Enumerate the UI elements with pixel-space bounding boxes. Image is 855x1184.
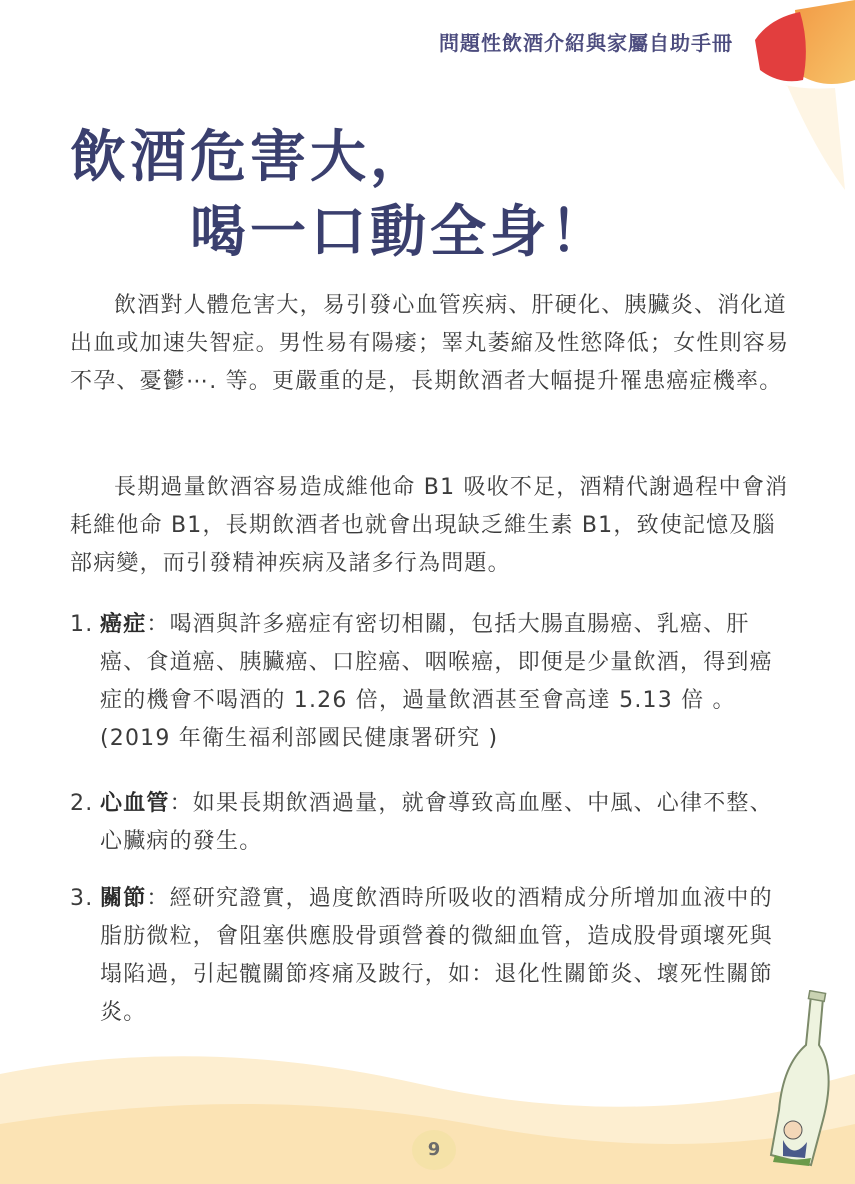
page-number: 9 bbox=[412, 1130, 456, 1170]
paragraph-health-risks: 飲酒對人體危害大，易引發心血管疾病、肝硬化、胰臟炎、消化道出血或加速失智症。男性易有陽痿；睪丸萎縮及性慾降低；女性則容易不孕、憂鬱⋯. 等。更嚴重的是，長期飲酒者大幅提升罹患癌症機率。 bbox=[70, 293, 790, 394]
corner-drop-decoration bbox=[725, 0, 855, 200]
paragraph-vitamin-b1: 長期過量飲酒容易造成維他命 B1 吸收不足，酒精代謝過程中會消耗維他命 B1，長期飲酒者也就會出現缺乏維生素 B1，致使記憶及腦部病變，而引發精神疾病及諸多行為問題。 bbox=[70, 475, 789, 576]
list-item-number: 1. bbox=[70, 612, 94, 637]
headline-line-1: 飲酒危害大， bbox=[70, 125, 430, 190]
header-title: 問題性飲酒介紹與家屬自助手冊 bbox=[439, 31, 733, 55]
headline-line-2: 喝一口動全身！ bbox=[190, 200, 610, 265]
list-item-number: 3. bbox=[70, 886, 94, 911]
beer-bottle-illustration bbox=[761, 990, 841, 1170]
list-item-text: ：如果長期飲酒過量，就會導致高血壓、中風、心律不整、心臟病的發生。 bbox=[100, 791, 773, 854]
list-item-number: 2. bbox=[70, 791, 94, 816]
list-item-joints bbox=[70, 880, 790, 1032]
list-item-keyword: 癌症 bbox=[100, 612, 147, 637]
list-item-cancer bbox=[70, 606, 790, 758]
list-item-text: ：經研究證實，過度飲酒時所吸收的酒精成分所增加血液中的脂肪微粒，會阻塞供應股骨頭營養的微細血管，造成股骨頭壞死與塌陷過，引起髖關節疼痛及跛行，如：退化性關節炎、壞死性關節炎。 bbox=[100, 886, 773, 1025]
list-item-keyword: 關節 bbox=[100, 886, 147, 911]
list-item-keyword: 心血管 bbox=[100, 791, 170, 816]
list-item-cardiovascular bbox=[70, 785, 790, 861]
list-item-text: ：喝酒與許多癌症有密切相關，包括大腸直腸癌、乳癌、肝癌、食道癌、胰臟癌、口腔癌、咽喉癌，即便是少量飲酒，得到癌症的機會不喝酒的 1.26 倍，過量飲酒甚至會高達 5.13 倍 。(2019 年衛生福利部國民健康署研究 ) bbox=[100, 612, 773, 751]
